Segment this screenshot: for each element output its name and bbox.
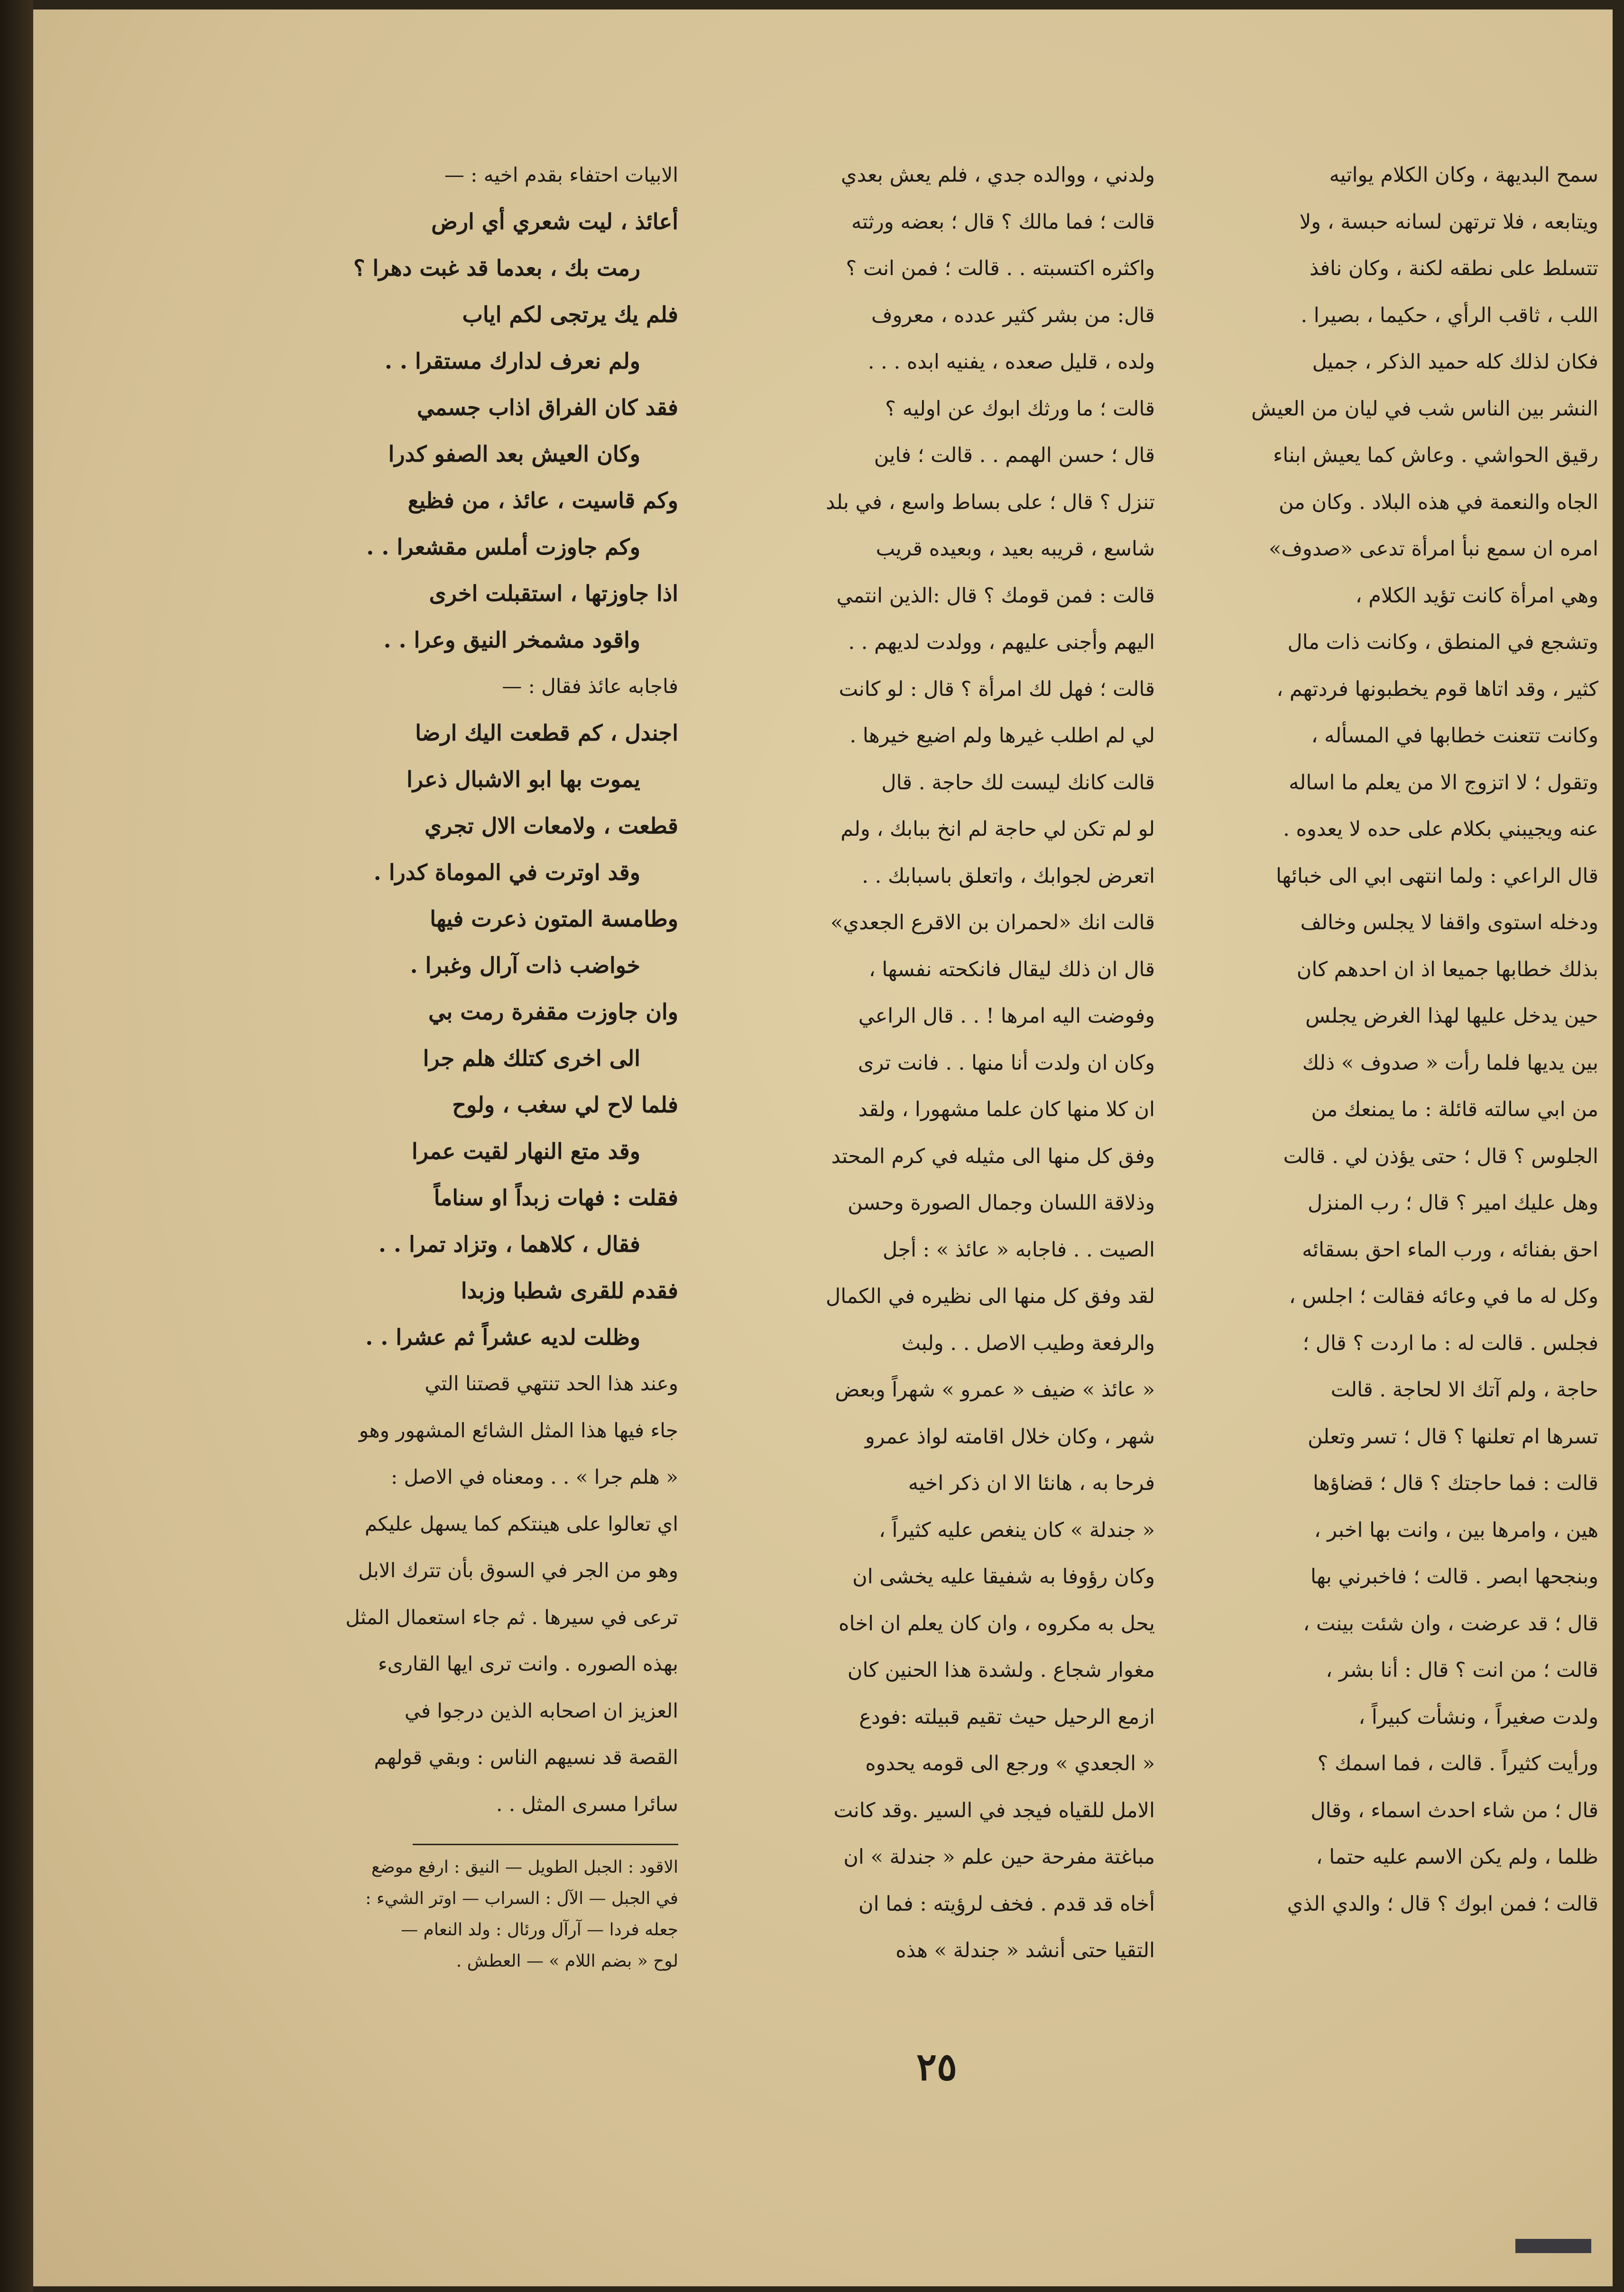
- text-line: فجلس . قالت له : ما اردت ؟ قال ؛: [1302, 1331, 1598, 1355]
- text-line: عنه ويجيبني بكلام على حده لا يعدوه .: [1283, 817, 1598, 841]
- text-line: مباغتة مفرحة حين علم « جندلة » ان: [843, 1845, 1155, 1869]
- verse-line: وكان العيش بعد الصفو كدرا: [388, 441, 640, 467]
- text-line: الجاه والنعمة في هذه البلاد . وكان من: [1279, 490, 1598, 514]
- text-line: تتسلط على نطقه لكنة ، وكان نافذ: [1309, 257, 1598, 280]
- text-line: هين ، وامرها بين ، وانت بها اخبر ،: [1314, 1518, 1598, 1542]
- verse-line: واقود مشمخر النيق وعرا . .: [383, 627, 640, 653]
- text-line: وتشجع في المنطق ، وكانت ذات مال: [1287, 630, 1598, 654]
- text-line: النشر بين الناس شب في ليان من العيش: [1251, 397, 1598, 421]
- book-spine: [0, 0, 33, 2292]
- text-line: وكل له ما في وعائه فقالت ؛ اجلس ،: [1289, 1285, 1598, 1308]
- verse-line: فقدم للقرى شطبا وزبدا: [461, 1278, 678, 1303]
- text-line: وهل عليك امير ؟ قال ؛ رب المنزل: [1308, 1191, 1598, 1215]
- text-line: ويتابعه ، فلا ترتهن لسانه حبسة ، ولا: [1299, 210, 1598, 234]
- text-line: « هلم جرا » . . ومعناه في الاصل :: [391, 1465, 678, 1488]
- verse-line: اجندل ، كم قطعت اليك ارضا: [415, 720, 678, 746]
- text-line: قال: من بشر كثير عدده ، معروف: [871, 303, 1155, 327]
- text-line: الصيت . . فاجابه « عائذ » : أجل: [882, 1238, 1155, 1262]
- text-line: ترعى في سيرها . ثم جاء استعمال المثل: [345, 1605, 678, 1629]
- text-line: قالت ؛ من انت ؟ قال : أنا بشر ،: [1326, 1658, 1598, 1682]
- text-line: كثير ، وقد اتاها قوم يخطبونها فردتهم ،: [1276, 677, 1598, 701]
- text-line: التقيا حتى أنشد « جندلة » هذه: [895, 1939, 1155, 1962]
- text-line: وهي امرأة كانت تؤيد الكلام ،: [1355, 583, 1598, 608]
- text-line: احق بفنائه ، ورب الماء احق بسقائه: [1302, 1238, 1598, 1262]
- text-line: وهو من الجر في السوق بأن تترك الابل: [358, 1559, 678, 1582]
- footnote-line: في الجبل — الآل : السراب — اوتر الشيء :: [365, 1889, 678, 1908]
- text-line: فرحا به ، هانئا الا ان ذكر اخيه: [908, 1471, 1155, 1495]
- verse-line: الى اخرى كتلك هلم جرا: [423, 1045, 640, 1071]
- text-line: قال الراعي : ولما انتهى ابي الى خبائها: [1276, 864, 1598, 888]
- text-line: اللب ، ثاقب الرأي ، حكيما ، بصيرا .: [1301, 303, 1598, 327]
- text-line: واكثره اكتسبته . . قالت ؛ فمن انت ؟: [846, 257, 1155, 280]
- verse-line: قطعت ، ولامعات الال تجري: [424, 813, 678, 839]
- text-line: القصة قد نسيهم الناس : وبقي قولهم: [374, 1746, 678, 1769]
- text-line: قالت ؛ فهل لك امرأة ؟ قال : لو كانت: [839, 677, 1155, 701]
- text-line: وتقول ؛ لا اتزوج الا من يعلم ما اساله: [1289, 770, 1598, 795]
- verse-line: فلما لاح لي سغب ، ولوح: [452, 1092, 678, 1118]
- text-line: وعند هذا الحد تنتهي قصتنا التي: [424, 1372, 678, 1395]
- text-line: يحل به مكروه ، وان كان يعلم ان اخاه: [838, 1611, 1155, 1636]
- reply-intro: فاجابه عائذ فقال : —: [502, 675, 678, 698]
- text-line: تنزل ؟ قال ؛ على بساط واسع ، في بلد: [826, 490, 1155, 514]
- verse-line: فقال ، كلاهما ، وتزاد تمرا . .: [378, 1231, 640, 1257]
- text-line: لقد وفق كل منها الى نظيره في الكمال: [825, 1285, 1155, 1308]
- text-line: تسرها ام تعلنها ؟ قال ؛ تسر وتعلن: [1308, 1424, 1598, 1449]
- poem-intro: الابيات احتفاء بقدم اخيه : —: [444, 163, 678, 186]
- scanner-mark: [1515, 2239, 1591, 2253]
- text-line: « الجعدي » ورجع الى قومه يحدوه: [865, 1752, 1155, 1775]
- text-line: ولدني ، ووالده جدي ، فلم يعش بعدي: [840, 163, 1155, 187]
- verse-line: رمت بك ، بعدما قد غبت دهرا ؟: [353, 255, 640, 281]
- text-line: امره ان سمع نبأ امرأة تدعى «صدوف»: [1269, 537, 1598, 561]
- text-line: بين يديها فلما رأت « صدوف » ذلك: [1302, 1051, 1598, 1075]
- footnote-line: جعله فردا — آرآل ورئال : ولد النعام —: [401, 1920, 678, 1940]
- text-line: ولده ، قليل صعده ، يفنيه ابده . . .: [867, 350, 1155, 374]
- text-line: رقيق الحواشي . وعاش كما يعيش ابناء: [1273, 444, 1598, 467]
- text-line: مغوار شجاع . ولشدة هذا الحنين كان: [847, 1658, 1155, 1682]
- text-line: الجلوس ؟ قال ؛ حتى يؤذن لي . قالت: [1283, 1144, 1598, 1168]
- verse-line: فقلت : فهات زبداً او سناماً: [434, 1185, 678, 1211]
- text-line: شاسع ، قريبه بعيد ، وبعيده قريب: [876, 537, 1155, 561]
- text-line: ودخله استوى واقفا لا يجلس وخالف: [1300, 911, 1598, 934]
- text-line: قالت كانك ليست لك حاجة . قال: [881, 770, 1155, 795]
- text-line: قالت انك «لحمران بن الاقرع الجعدي»: [830, 911, 1155, 934]
- middle-column: [723, 152, 1155, 1974]
- poem-jandala: [237, 198, 678, 663]
- text-line: ولدت صغيراً ، ونشأت كبيراً ،: [1358, 1705, 1598, 1729]
- text-line: سمح البديهة ، وكان الكلام يواتيه: [1329, 163, 1598, 187]
- left-column: [237, 152, 678, 1977]
- text-line: وذلاقة اللسان وجمال الصورة وحسن: [848, 1191, 1155, 1215]
- text-line: « جندلة » كان ينغص عليه كثيراً ،: [879, 1518, 1155, 1542]
- text-line: ان كلا منها كان علما مشهورا ، ولقد: [858, 1098, 1155, 1121]
- verse-line: وكم قاسيت ، عائذ ، من فظيع: [407, 488, 678, 513]
- verse-line: خواضب ذات آرال وغبرا .: [410, 952, 640, 978]
- text-line: ازمع الرحيل حيث تقيم قبيلته :فودع: [859, 1705, 1155, 1729]
- text-line: اليهم وأجنى عليهم ، وولدت لديهم . .: [848, 630, 1155, 654]
- text-line: قالت : فما حاجتك ؟ قال ؛ قضاؤها: [1312, 1471, 1598, 1495]
- text-line: وفوضت اليه امرها ! . . قال الراعي: [858, 1004, 1155, 1028]
- text-line: أخاه قد قدم . فخف لرؤيته : فما ان: [858, 1892, 1155, 1916]
- verse-line: ولم نعرف لدارك مستقرا . .: [384, 348, 640, 374]
- text-line: شهر ، وكان خلال اقامته لواذ عمرو: [865, 1424, 1155, 1449]
- text-line: وكانت تتعنت خطابها في المسأله ،: [1311, 724, 1598, 748]
- verse-line: يموت بها ابو الاشبال ذعرا: [406, 767, 640, 792]
- text-line: العزيز ان اصحابه الذين درجوا في: [404, 1699, 678, 1722]
- text-line: حاجة ، ولم آتك الا لحاجة . قالت: [1330, 1378, 1598, 1402]
- right-column: [1205, 152, 1598, 1927]
- text-line: لي لم اطلب غيرها ولم اضيع خيرها .: [849, 724, 1155, 748]
- document-page: [33, 9, 1613, 2286]
- text-line: والرفعة وطيب الاصل . . ولبث: [901, 1331, 1155, 1355]
- verse-line: وقد اوترت في الموماة كدرا .: [373, 860, 640, 885]
- text-line: قالت : فمن قومك ؟ قال :الذين انتمي: [836, 583, 1155, 608]
- verse-line: فلم يك يرتجى لكم اياب: [462, 302, 678, 327]
- verse-line: اذا جاوزتها ، استقبلت اخرى: [429, 581, 678, 606]
- verse-line: فقد كان الفراق اذاب جسمي: [417, 395, 678, 420]
- text-line: وكان رؤوفا به شفيقا عليه يخشى ان: [852, 1565, 1155, 1589]
- verse-line: وطامسة المتون ذعرت فيها: [430, 906, 678, 932]
- text-line: الامل للقياه فيجد في السير .وقد كانت: [833, 1798, 1155, 1822]
- text-line: « عائذ » ضيف « عمرو » شهراً وبعض: [835, 1378, 1155, 1402]
- text-line: اي تعالوا على هينتكم كما يسهل عليكم: [364, 1512, 678, 1535]
- text-line: بهذه الصوره . وانت ترى ايها القارىء: [378, 1652, 678, 1675]
- text-line: وبنجحها ابصر . قالت ؛ فاخبرني بها: [1310, 1565, 1598, 1589]
- text-line: بذلك خطابها جميعا اذ ان احدهم كان: [1296, 957, 1598, 981]
- text-line: قال ؛ حسن الهمم . . قالت ؛ فاين: [874, 444, 1155, 467]
- verse-line: أعائذ ، ليت شعري أي ارض: [431, 209, 678, 234]
- text-line: اتعرض لجوابك ، واتعلق باسبابك . .: [862, 864, 1155, 888]
- text-line: ورأيت كثيراً . قالت ، فما اسمك ؟: [1317, 1752, 1598, 1775]
- text-line: وكان ان ولدت أنا منها . . فانت ترى: [858, 1051, 1155, 1075]
- text-line: قال ان ذلك ليقال فانكحته نفسها ،: [868, 957, 1155, 981]
- footnote-divider: [413, 1844, 678, 1845]
- text-line: قال ؛ من شاء احدث اسماء ، وقال: [1310, 1798, 1598, 1822]
- footnotes: [237, 1852, 678, 1977]
- text-line: فكان لذلك كله حميد الذكر ، جميل: [1312, 350, 1598, 374]
- text-line: قالت ؛ فما مالك ؟ قال ؛ بعضه ورثته: [851, 210, 1155, 234]
- conclusion-paragraph: [237, 1360, 678, 1828]
- text-line: سائرا مسرى المثل . .: [496, 1792, 678, 1816]
- poem-aidh: [237, 710, 678, 1360]
- verse-line: وكم جاوزت أملس مقشعرا . .: [366, 534, 640, 560]
- verse-line: وظلت لديه عشراً ثم عشرا . .: [365, 1324, 640, 1350]
- text-line: قالت ؛ فمن ابوك ؟ قال ؛ والدي الذي: [1287, 1892, 1598, 1916]
- text-line: وفق كل منها الى مثيله في كرم المحتد: [831, 1144, 1155, 1168]
- verse-line: وقد متع النهار لقيت عمرا: [411, 1138, 640, 1164]
- text-line: ظلما ، ولم يكن الاسم عليه حتما ،: [1316, 1845, 1598, 1869]
- text-line: قال ؛ قد عرضت ، وان شئت بينت ،: [1303, 1611, 1598, 1636]
- footnote-line: الاقود : الجبل الطويل — النيق : ارفع موضع: [371, 1858, 678, 1877]
- page-number: ٢٥: [916, 2044, 957, 2089]
- text-line: جاء فيها هذا المثل الشائع المشهور وهو: [359, 1418, 678, 1442]
- text-line: لو لم تكن لي حاجة لم انخ ببابك ، ولم: [840, 817, 1155, 841]
- text-line: من ابي سالته قائلة : ما يمنعك من: [1311, 1098, 1598, 1121]
- verse-line: وان جاوزت مقفرة رمت بي: [428, 999, 678, 1025]
- footnote-line: لوح « بضم اللام » — العطش .: [456, 1951, 678, 1971]
- text-line: قالت ؛ ما ورثك ابوك عن اوليه ؟: [885, 397, 1155, 421]
- text-line: حين يدخل عليها لهذا الغرض يجلس: [1305, 1004, 1598, 1028]
